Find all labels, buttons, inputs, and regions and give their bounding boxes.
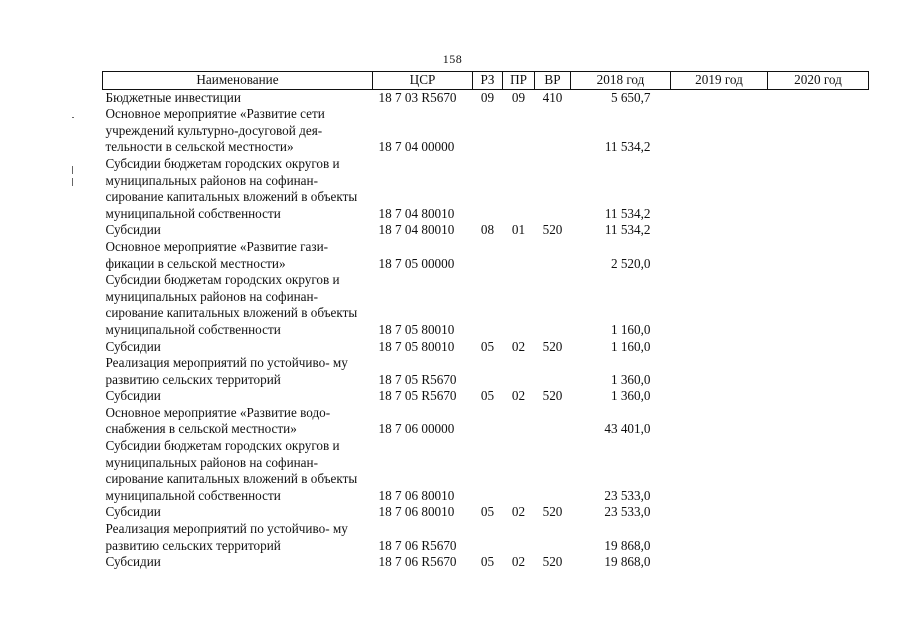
cell-y2019 xyxy=(671,222,768,239)
cell-csr: 18 7 05 80010 xyxy=(378,338,455,354)
cell-csr: 18 7 06 00000 xyxy=(378,421,455,437)
table-row xyxy=(103,222,869,239)
cell-y2020 xyxy=(768,388,869,405)
cell-pr xyxy=(503,438,535,504)
cell-y2020 xyxy=(768,222,869,239)
table-row xyxy=(103,554,869,571)
cell-csr: 18 7 04 80010 xyxy=(378,205,455,221)
cell-y2018: 11 534,2 xyxy=(604,139,651,155)
cell-y2019 xyxy=(671,272,768,338)
cell-vr: 520 xyxy=(542,222,563,238)
cell-pr: 02 xyxy=(511,388,526,404)
cell-y2018: 1 160,0 xyxy=(610,321,651,337)
cell-name: Субсидии xyxy=(105,222,161,238)
cell-vr xyxy=(535,106,571,156)
cell-name: Бюджетные инвестиции xyxy=(105,89,241,105)
cell-vr: 410 xyxy=(542,89,563,105)
cell-rz xyxy=(473,106,503,156)
cell-csr: 18 7 06 80010 xyxy=(378,487,455,503)
cell-y2019 xyxy=(671,156,768,222)
cell-name: Субсидии бюджетам городских округов и муниципальных районов на софинан- сирование капитальных вложений в объекты муниципальной собственности xyxy=(105,438,358,503)
cell-pr: 02 xyxy=(511,504,526,520)
cell-vr xyxy=(535,438,571,504)
cell-y2020 xyxy=(768,521,869,554)
cell-pr xyxy=(503,156,535,222)
cell-name: Субсидии xyxy=(105,338,161,354)
cell-y2018: 19 868,0 xyxy=(604,554,651,570)
cell-y2019 xyxy=(671,106,768,156)
cell-pr: 02 xyxy=(511,338,526,354)
table-row xyxy=(103,239,869,272)
cell-pr xyxy=(503,521,535,554)
cell-y2018: 43 401,0 xyxy=(604,421,651,437)
cell-y2018: 2 520,0 xyxy=(610,255,651,271)
cell-csr: 18 7 05 R5670 xyxy=(378,371,457,387)
cell-y2020 xyxy=(768,106,869,156)
header-2018: 2018 год xyxy=(571,72,671,90)
cell-y2019 xyxy=(671,339,768,356)
cell-rz: 08 xyxy=(480,222,495,238)
cell-rz xyxy=(473,438,503,504)
cell-vr xyxy=(535,521,571,554)
cell-pr xyxy=(503,355,535,388)
header-rz: РЗ xyxy=(473,72,503,90)
cell-vr xyxy=(535,156,571,222)
cell-rz xyxy=(473,521,503,554)
cell-vr xyxy=(535,355,571,388)
cell-y2020 xyxy=(768,156,869,222)
cell-y2018: 5 650,7 xyxy=(610,89,651,105)
cell-y2020 xyxy=(768,554,869,571)
header-pr: ПР xyxy=(503,72,535,90)
cell-csr: 18 7 04 80010 xyxy=(378,222,455,238)
cell-y2020 xyxy=(768,355,869,388)
cell-y2020 xyxy=(768,89,869,106)
table-row xyxy=(103,521,869,554)
table-header-row xyxy=(103,72,869,90)
cell-name: Субсидии xyxy=(105,504,161,520)
cell-y2018: 1 360,0 xyxy=(610,388,651,404)
header-vr: ВР xyxy=(535,72,571,90)
page-number: 158 xyxy=(442,52,463,66)
cell-rz: 05 xyxy=(480,388,495,404)
cell-y2020 xyxy=(768,339,869,356)
cell-name: Основное мероприятие «Развитие гази- фикации в сельской местности» xyxy=(105,238,329,271)
table-row xyxy=(103,89,869,106)
cell-y2020 xyxy=(768,272,869,338)
header-name: Наименование xyxy=(103,72,373,90)
cell-name: Реализация мероприятий по устойчиво- му развитию сельских территорий xyxy=(105,355,348,387)
cell-y2018: 1 160,0 xyxy=(610,338,651,354)
cell-vr xyxy=(535,272,571,338)
cell-rz xyxy=(473,156,503,222)
scan-mark xyxy=(72,178,73,186)
cell-pr: 09 xyxy=(511,89,526,105)
table-row xyxy=(103,106,869,156)
cell-y2019 xyxy=(671,239,768,272)
cell-name: Субсидии xyxy=(105,388,161,404)
cell-y2018: 11 534,2 xyxy=(604,222,651,238)
cell-y2020 xyxy=(768,239,869,272)
cell-pr: 01 xyxy=(511,222,526,238)
cell-y2018: 23 533,0 xyxy=(604,487,651,503)
table-row xyxy=(103,156,869,222)
table-row xyxy=(103,339,869,356)
cell-rz: 05 xyxy=(480,554,495,570)
cell-y2020 xyxy=(768,405,869,438)
table-row xyxy=(103,272,869,338)
cell-vr: 520 xyxy=(542,338,563,354)
cell-y2019 xyxy=(671,438,768,504)
cell-csr: 18 7 06 80010 xyxy=(378,504,455,520)
cell-rz xyxy=(473,405,503,438)
budget-table xyxy=(102,71,869,571)
cell-rz xyxy=(473,355,503,388)
cell-vr: 520 xyxy=(542,554,563,570)
cell-name: Субсидии бюджетам городских округов и муниципальных районов на софинан- сирование капитальных вложений в объекты муниципальной собственности xyxy=(105,272,358,337)
cell-csr: 18 7 05 R5670 xyxy=(378,388,457,404)
cell-y2020 xyxy=(768,438,869,504)
cell-pr xyxy=(503,106,535,156)
cell-name: Субсидии бюджетам городских округов и муниципальных районов на софинан- сирование капитальных вложений в объекты муниципальной собственности xyxy=(105,155,358,221)
cell-vr xyxy=(535,405,571,438)
cell-y2018: 19 868,0 xyxy=(604,537,651,553)
cell-pr xyxy=(503,405,535,438)
table-body xyxy=(103,89,869,571)
cell-y2019 xyxy=(671,554,768,571)
cell-y2020 xyxy=(768,504,869,521)
cell-y2019 xyxy=(671,521,768,554)
cell-rz xyxy=(473,272,503,338)
header-2019: 2019 год xyxy=(671,72,768,90)
budget-table-container xyxy=(102,71,868,571)
cell-pr xyxy=(503,272,535,338)
cell-y2018: 11 534,2 xyxy=(604,205,651,221)
cell-name: Основное мероприятие «Развитие водо- снабжения в сельской местности» xyxy=(105,404,331,437)
cell-y2019 xyxy=(671,388,768,405)
cell-name: Основное мероприятие «Развитие сети учреждений культурно-досуговой дея- тельности в сельской местности» xyxy=(105,106,325,155)
table-row xyxy=(103,388,869,405)
table-row xyxy=(103,405,869,438)
cell-csr: 18 7 06 R5670 xyxy=(378,554,457,570)
table-row xyxy=(103,355,869,388)
cell-csr: 18 7 05 80010 xyxy=(378,321,455,337)
cell-y2019 xyxy=(671,89,768,106)
cell-rz xyxy=(473,239,503,272)
header-csr: ЦСР xyxy=(373,72,473,90)
scan-mark xyxy=(72,166,73,174)
cell-csr: 18 7 05 00000 xyxy=(378,255,455,271)
cell-y2018: 23 533,0 xyxy=(604,504,651,520)
scan-mark xyxy=(72,117,74,118)
cell-csr: 18 7 04 00000 xyxy=(378,139,455,155)
cell-y2019 xyxy=(671,355,768,388)
cell-pr xyxy=(503,239,535,272)
cell-pr: 02 xyxy=(511,554,526,570)
cell-name: Субсидии xyxy=(105,554,161,570)
cell-y2019 xyxy=(671,504,768,521)
cell-vr xyxy=(535,239,571,272)
cell-name: Реализация мероприятий по устойчиво- му развитию сельских территорий xyxy=(105,521,348,553)
table-row xyxy=(103,438,869,504)
table-row xyxy=(103,504,869,521)
cell-vr: 520 xyxy=(542,388,563,404)
cell-vr: 520 xyxy=(542,504,563,520)
cell-csr: 18 7 06 R5670 xyxy=(378,537,457,553)
cell-rz: 09 xyxy=(480,89,495,105)
cell-rz: 05 xyxy=(480,338,495,354)
cell-y2019 xyxy=(671,405,768,438)
cell-rz: 05 xyxy=(480,504,495,520)
header-2020: 2020 год xyxy=(768,72,869,90)
cell-y2018: 1 360,0 xyxy=(610,371,651,387)
cell-csr: 18 7 03 R5670 xyxy=(378,89,457,105)
